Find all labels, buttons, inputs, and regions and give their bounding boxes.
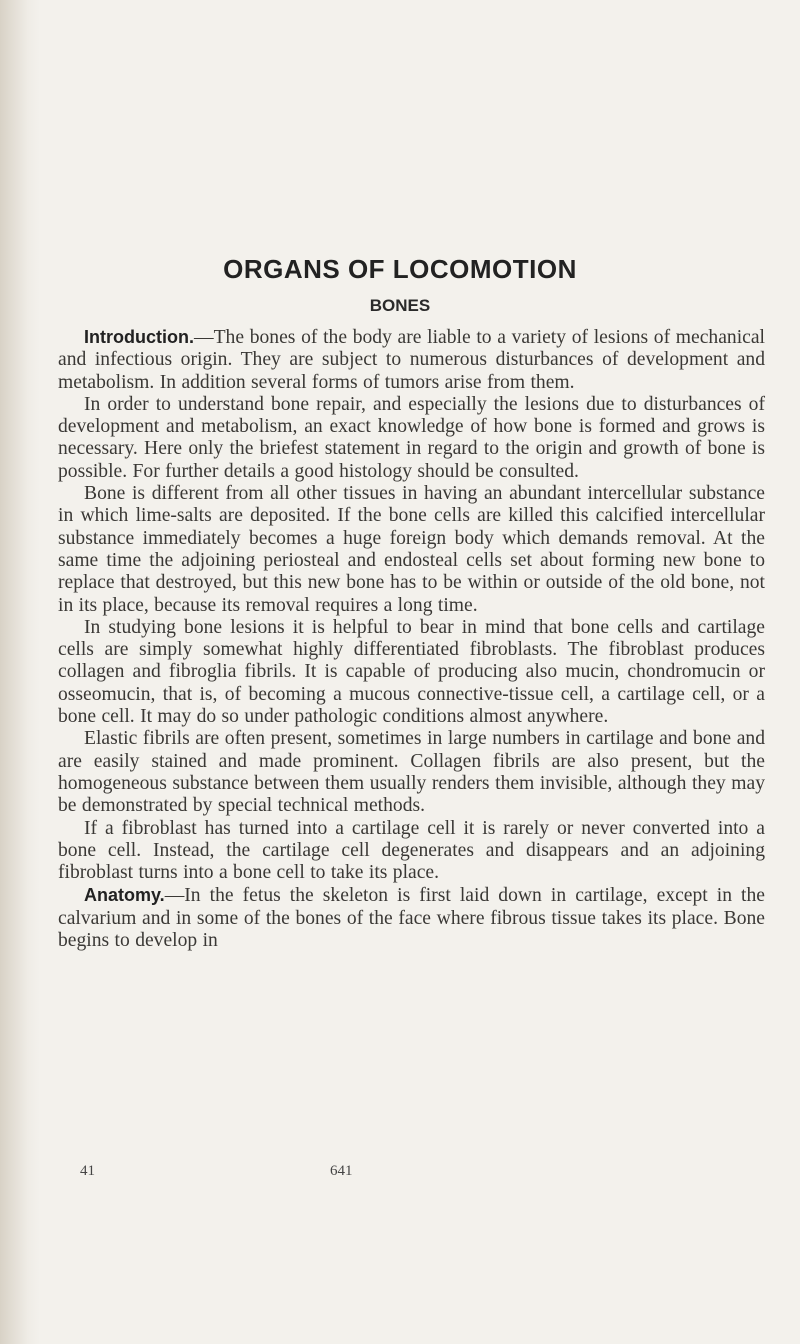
paragraph-text: —The bones of the body are liable to a variety of lesions of mechanical and infectious origin. They are subject to numerous disturbances of development and metabolism. In addition several forms of tumors arise from them. bbox=[58, 327, 765, 393]
paragraph-bone-repair bbox=[58, 394, 765, 483]
signature-mark: 41 bbox=[80, 1163, 95, 1179]
run-in-heading-anatomy: Anatomy. bbox=[84, 885, 165, 906]
run-in-heading-introduction: Introduction. bbox=[84, 327, 194, 347]
section-title: BONES bbox=[369, 296, 431, 315]
paragraph-bone-lesions bbox=[58, 617, 765, 728]
page-footer bbox=[58, 1163, 765, 1183]
paragraph-bone-difference bbox=[58, 483, 765, 617]
page-number: 641 bbox=[330, 1163, 353, 1179]
paragraph-anatomy bbox=[58, 884, 765, 952]
paragraph-elastic-fibrils bbox=[58, 728, 765, 817]
paragraph-text: —In the fetus the skeleton is first laid down in cartilage, except in the calvarium and in some of the bones of the face where fibrous tissue takes its place. Bone begins to develop in bbox=[58, 885, 765, 952]
paragraph-text: Elastic fibrils are often present, sometimes in large numbers in cartilage and bone and are easily stained and made prominent. Collagen fibrils are also present, but the homogeneous substance between them usually renders them invisible, although they may be demonstrated by special technical methods. bbox=[58, 728, 765, 817]
paragraph-text: In studying bone lesions it is helpful to bear in mind that bone cells and cartilage cells are simply somewhat highly differentiated fibroblasts. The fibroblast produces collagen and fibroglia fibrils. It is capable of producing also mucin, chondromucin or osseomucin, that is, of becoming a mucous connective-tissue cell, a cartilage cell, or a bone cell. It may do so under pathologic conditions almost anywhere. bbox=[58, 616, 765, 728]
paragraph-text: In order to understand bone repair, and especially the lesions due to disturbances of development and metabolism, an exact knowledge of how bone is formed and grows is necessary. Here only the briefest statement in regard to the origin and growth of bone is possible. For further details a good histology should be consulted. bbox=[58, 393, 765, 482]
paragraph-introduction bbox=[58, 326, 765, 394]
body-text bbox=[58, 326, 765, 952]
paragraph-text: If a fibroblast has turned into a cartilage cell it is rarely or never converted into a bone cell. Instead, the cartilage cell degenerates and disappears and an adjoining fibroblast turns into a bone cell to take its place. bbox=[58, 817, 765, 884]
page-edge-shadow bbox=[0, 0, 40, 1344]
paragraph-text: Bone is different from all other tissues in having an abundant intercellular substance in which lime-salts are deposited. If the bone cells are killed this calcified intercellular substance immediately becomes a huge foreign body which demands removal. At the same time the adjoining periosteal and endosteal cells set about forming new bone to replace that destroyed, but this new bone has to be within or outside of the old bone, not in its place, because its removal requires a long time. bbox=[58, 483, 765, 616]
paragraph-fibroblast bbox=[58, 818, 765, 885]
chapter-title: ORGANS OF LOCOMOTION bbox=[223, 254, 577, 284]
